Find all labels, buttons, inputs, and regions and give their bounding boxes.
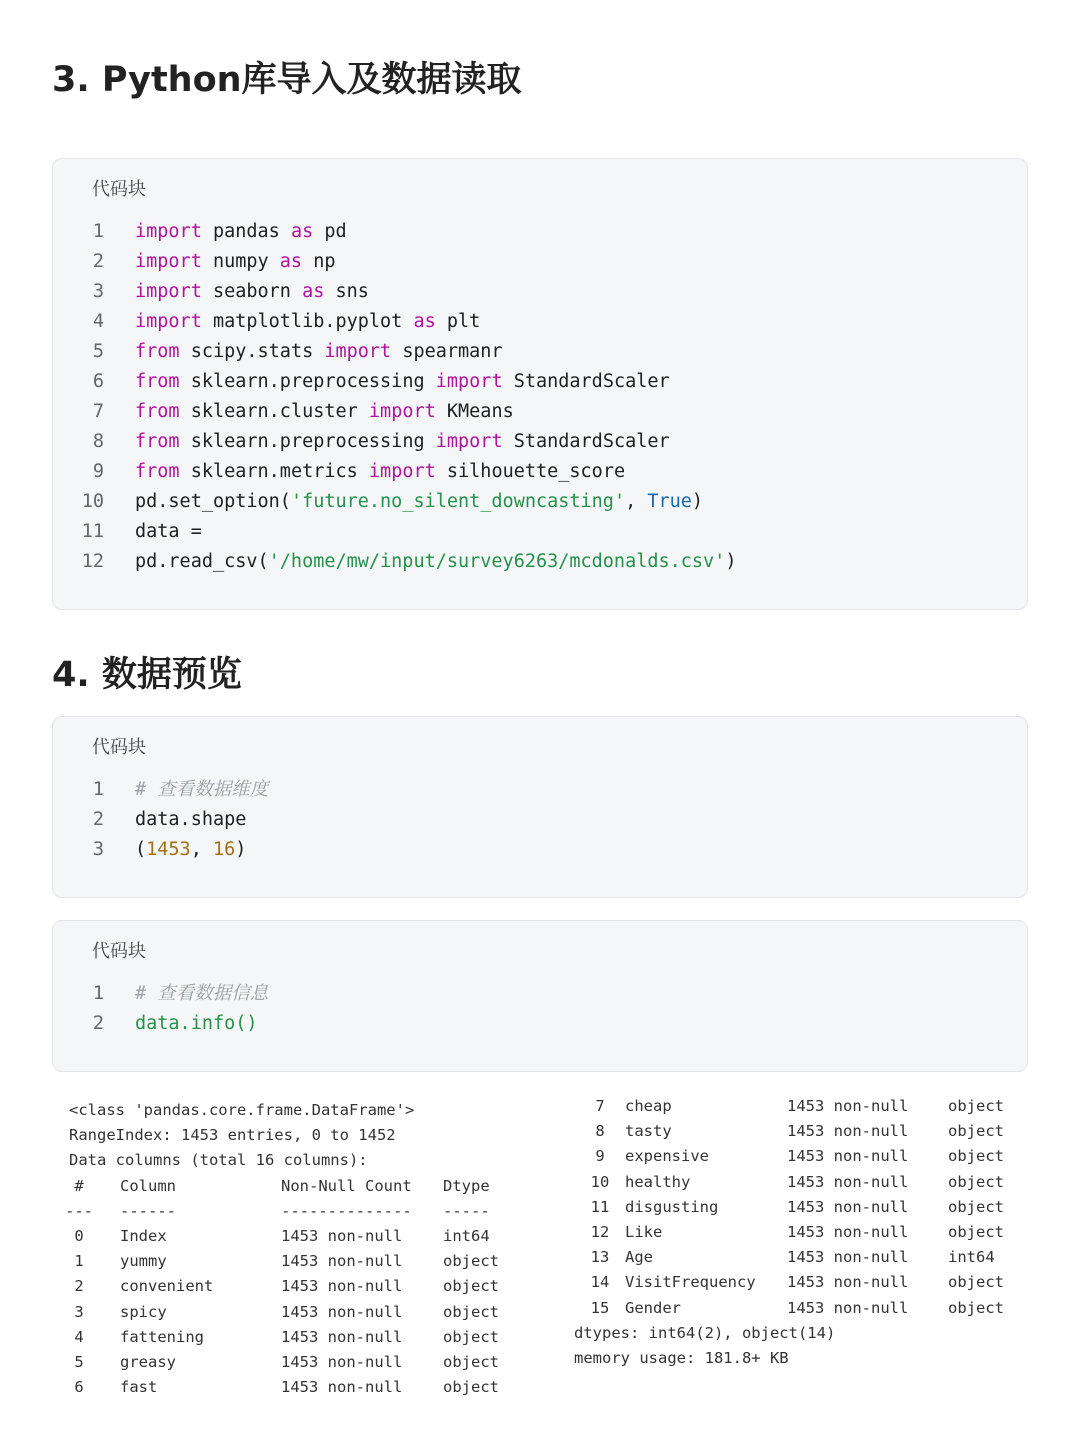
code-token: numpy (201, 251, 280, 272)
table-cell: ------ (120, 1201, 176, 1220)
code-line (53, 805, 1027, 835)
table-cell: expensive (625, 1147, 709, 1166)
table-cell: 1453 non-null (787, 1122, 909, 1141)
output-line: memory usage: 181.8+ KB (574, 1348, 789, 1367)
code-token: as (290, 221, 314, 242)
table-cell: 15 (590, 1298, 610, 1317)
line-number: 10 (81, 491, 104, 512)
code-token: spearmanr (391, 341, 503, 362)
code-text (135, 835, 246, 865)
table-cell: yummy (120, 1252, 167, 1271)
code-token: from (135, 401, 180, 422)
table-cell: 1453 non-null (281, 1352, 403, 1371)
line-number: 12 (81, 551, 104, 572)
code-line (53, 517, 1027, 547)
table-cell: Age (625, 1248, 653, 1267)
code-token: sklearn.cluster (179, 401, 369, 422)
table-cell: 14 (590, 1273, 610, 1292)
code-line (53, 775, 1027, 805)
table-row (574, 1270, 1034, 1295)
table-cell: -------------- (281, 1201, 412, 1220)
table-cell: 11 (590, 1197, 610, 1216)
table-cell: greasy (120, 1352, 176, 1371)
table-row (69, 1350, 519, 1375)
output-line: <class 'pandas.core.frame.DataFrame'> (69, 1101, 415, 1119)
code-block-imports (52, 158, 1028, 610)
table-cell: Gender (625, 1298, 681, 1317)
code-token: sklearn.preprocessing (179, 371, 436, 392)
table-cell: 1453 non-null (787, 1172, 909, 1191)
table-cell: 1453 non-null (787, 1248, 909, 1267)
table-cell: Index (120, 1226, 167, 1245)
table-row (69, 1274, 519, 1299)
info-output-left (65, 1098, 519, 1400)
table-cell: 1453 non-null (281, 1302, 403, 1321)
code-text (135, 547, 736, 577)
table-cell: Column (120, 1176, 176, 1195)
code-line (53, 277, 1027, 307)
table-cell: object (948, 1273, 1004, 1292)
code-text (135, 427, 670, 457)
table-cell: ----- (443, 1201, 490, 1220)
table-cell: VisitFrequency (625, 1273, 756, 1292)
code-token: , (190, 839, 213, 860)
table-cell: 0 (74, 1226, 84, 1245)
code-line (53, 397, 1027, 427)
line-number: 4 (92, 311, 104, 332)
info-output-right (574, 1094, 1034, 1371)
code-token: import (435, 371, 503, 392)
table-cell: --- (65, 1201, 93, 1220)
table-row (574, 1144, 1034, 1169)
code-token: pd (313, 221, 347, 242)
table-cell: object (948, 1097, 1004, 1115)
table-cell: object (948, 1172, 1004, 1191)
code-token: matplotlib.pyplot (201, 311, 414, 332)
table-cell: fast (120, 1378, 158, 1397)
section-heading-preview: 4. 数据预览 (52, 655, 242, 695)
line-number: 3 (92, 281, 104, 302)
table-cell: tasty (625, 1122, 672, 1141)
table-row (574, 1170, 1034, 1195)
table-cell: 1453 non-null (787, 1222, 909, 1241)
table-cell: Non-Null Count (281, 1176, 412, 1195)
table-cell: 1453 non-null (787, 1097, 909, 1115)
table-row (69, 1249, 519, 1274)
code-text (135, 775, 268, 805)
table-cell: 12 (590, 1222, 610, 1241)
code-token: import (435, 431, 503, 452)
line-number: 2 (92, 251, 104, 272)
code-token: import (135, 311, 202, 332)
code-token: # 查看数据信息 (135, 983, 269, 1004)
code-line (53, 427, 1027, 457)
line-number: 1 (92, 779, 104, 800)
code-token: silhouette_score (435, 461, 626, 482)
table-cell: Dtype (443, 1176, 490, 1195)
table-cell: disgusting (625, 1197, 719, 1216)
code-token: seaborn (201, 281, 303, 302)
code-block-label: 代码块 (92, 737, 146, 758)
code-text (135, 367, 670, 397)
table-cell: healthy (625, 1172, 691, 1191)
table-cell: 1 (74, 1252, 84, 1271)
code-token: import (368, 461, 436, 482)
code-lines (53, 217, 1027, 577)
code-text (135, 277, 369, 307)
code-line (53, 217, 1027, 247)
table-cell: int64 (443, 1226, 490, 1245)
line-number: 8 (92, 431, 104, 452)
table-cell: object (443, 1302, 499, 1321)
code-token: from (135, 431, 180, 452)
code-text (135, 517, 202, 547)
code-token: # 查看数据维度 (135, 779, 269, 800)
table-cell: 1453 non-null (281, 1277, 403, 1296)
code-token: 'future.no_silent_downcasting' (290, 491, 626, 512)
code-token: import (135, 281, 202, 302)
table-cell: object (443, 1252, 499, 1271)
code-text (135, 217, 347, 247)
code-line (53, 547, 1027, 577)
code-line (53, 247, 1027, 277)
line-number: 5 (92, 341, 104, 362)
code-line (53, 835, 1027, 865)
table-row (574, 1195, 1034, 1220)
code-token: pd.set_option( (135, 491, 291, 512)
table-row (69, 1300, 519, 1325)
code-text (135, 1009, 258, 1039)
code-text (135, 337, 503, 367)
code-token: import (135, 221, 202, 242)
line-number: 1 (92, 983, 104, 1004)
code-token: ) (235, 839, 247, 860)
code-lines (53, 979, 1027, 1039)
line-number: 9 (92, 461, 104, 482)
code-token: sklearn.preprocessing (179, 431, 436, 452)
output-line: dtypes: int64(2), object(14) (574, 1323, 836, 1342)
table-cell: 13 (590, 1248, 610, 1267)
table-cell: 1453 non-null (787, 1147, 909, 1166)
table-row (574, 1245, 1034, 1270)
table-cell: object (948, 1147, 1004, 1166)
table-cell: 1453 non-null (787, 1197, 909, 1216)
code-token: plt (435, 311, 481, 332)
table-rule (65, 1199, 519, 1224)
code-token: sklearn.metrics (179, 461, 369, 482)
code-text (135, 457, 625, 487)
line-number: 2 (92, 809, 104, 830)
table-cell: object (948, 1197, 1004, 1216)
code-token: sns (324, 281, 369, 302)
code-line (53, 307, 1027, 337)
code-token: import (368, 401, 436, 422)
code-token: KMeans (435, 401, 514, 422)
code-token: , (625, 491, 648, 512)
table-row (69, 1375, 519, 1400)
table-cell: object (948, 1298, 1004, 1317)
table-cell: object (443, 1378, 499, 1397)
code-token: pd.read_csv( (135, 551, 269, 572)
code-line (53, 1009, 1027, 1039)
code-token: StandardScaler (502, 431, 670, 452)
code-token: from (135, 461, 180, 482)
code-line (53, 979, 1027, 1009)
code-token: ) (725, 551, 737, 572)
code-block-shape (52, 716, 1028, 898)
code-token: import (135, 251, 202, 272)
table-cell: 7 (595, 1097, 605, 1115)
code-token: np (302, 251, 336, 272)
table-row (69, 1325, 519, 1350)
code-text (135, 397, 514, 427)
code-token: 16 (212, 839, 236, 860)
table-cell: 10 (590, 1172, 610, 1191)
table-cell: 8 (595, 1122, 605, 1141)
code-text (135, 247, 336, 277)
code-line (53, 367, 1027, 397)
code-line (53, 337, 1027, 367)
code-token: as (413, 311, 436, 332)
code-line (53, 487, 1027, 517)
table-cell: object (443, 1277, 499, 1296)
code-token: as (279, 251, 303, 272)
line-number: 11 (81, 521, 104, 542)
code-text (135, 979, 268, 1009)
table-cell: convenient (120, 1277, 214, 1296)
code-token: 1453 (146, 839, 191, 860)
code-token: ( (135, 839, 147, 860)
line-number: 6 (92, 371, 104, 392)
table-cell: spicy (120, 1302, 167, 1321)
code-token: from (135, 341, 180, 362)
code-text (135, 805, 246, 835)
code-token: from (135, 371, 180, 392)
table-header (69, 1174, 519, 1199)
code-token: pandas (201, 221, 291, 242)
code-block-label: 代码块 (92, 941, 146, 962)
table-row (574, 1094, 1034, 1119)
code-block-info (52, 920, 1028, 1072)
table-cell: fattening (120, 1327, 204, 1346)
code-line (53, 457, 1027, 487)
code-token: data.info() (135, 1013, 258, 1034)
table-cell: 1453 non-null (787, 1273, 909, 1292)
table-cell: 2 (74, 1277, 84, 1296)
code-token: data = (135, 521, 202, 542)
table-cell: 1453 non-null (281, 1378, 403, 1397)
table-cell: # (74, 1176, 84, 1195)
line-number: 3 (92, 839, 104, 860)
line-number: 7 (92, 401, 104, 422)
table-cell: Like (625, 1222, 663, 1241)
code-token: data.shape (135, 809, 247, 830)
code-token: import (324, 341, 392, 362)
table-cell: 1453 non-null (281, 1226, 403, 1245)
table-cell: 5 (74, 1352, 84, 1371)
code-block-label: 代码块 (92, 179, 146, 200)
table-cell: 1453 non-null (281, 1252, 403, 1271)
section-heading-imports: 3. Python库导入及数据读取 (52, 60, 522, 100)
table-cell: object (443, 1327, 499, 1346)
table-cell: int64 (948, 1248, 995, 1267)
code-text (135, 307, 480, 337)
code-lines (53, 775, 1027, 865)
code-token: StandardScaler (502, 371, 670, 392)
code-text (135, 487, 703, 517)
output-line: RangeIndex: 1453 entries, 0 to 1452 (69, 1126, 396, 1145)
line-number: 2 (92, 1013, 104, 1034)
code-token: True (647, 491, 692, 512)
table-cell: 3 (74, 1302, 84, 1321)
table-row (574, 1220, 1034, 1245)
table-cell: cheap (625, 1097, 672, 1115)
table-cell: 1453 non-null (281, 1327, 403, 1346)
table-cell: object (948, 1222, 1004, 1241)
table-row (574, 1296, 1034, 1321)
table-cell: object (443, 1352, 499, 1371)
code-token: ) (691, 491, 704, 512)
line-number: 1 (92, 221, 104, 242)
code-token: scipy.stats (179, 341, 325, 362)
table-cell: 9 (595, 1147, 605, 1166)
table-cell: object (948, 1122, 1004, 1141)
table-row (69, 1224, 519, 1249)
output-line: Data columns (total 16 columns): (69, 1151, 368, 1170)
table-cell: 1453 non-null (787, 1298, 909, 1317)
table-cell: 6 (74, 1378, 84, 1397)
code-token: as (302, 281, 325, 302)
table-cell: 4 (74, 1327, 84, 1346)
code-token: '/home/mw/input/survey6263/mcdonalds.csv' (268, 551, 726, 572)
table-row (574, 1119, 1034, 1144)
